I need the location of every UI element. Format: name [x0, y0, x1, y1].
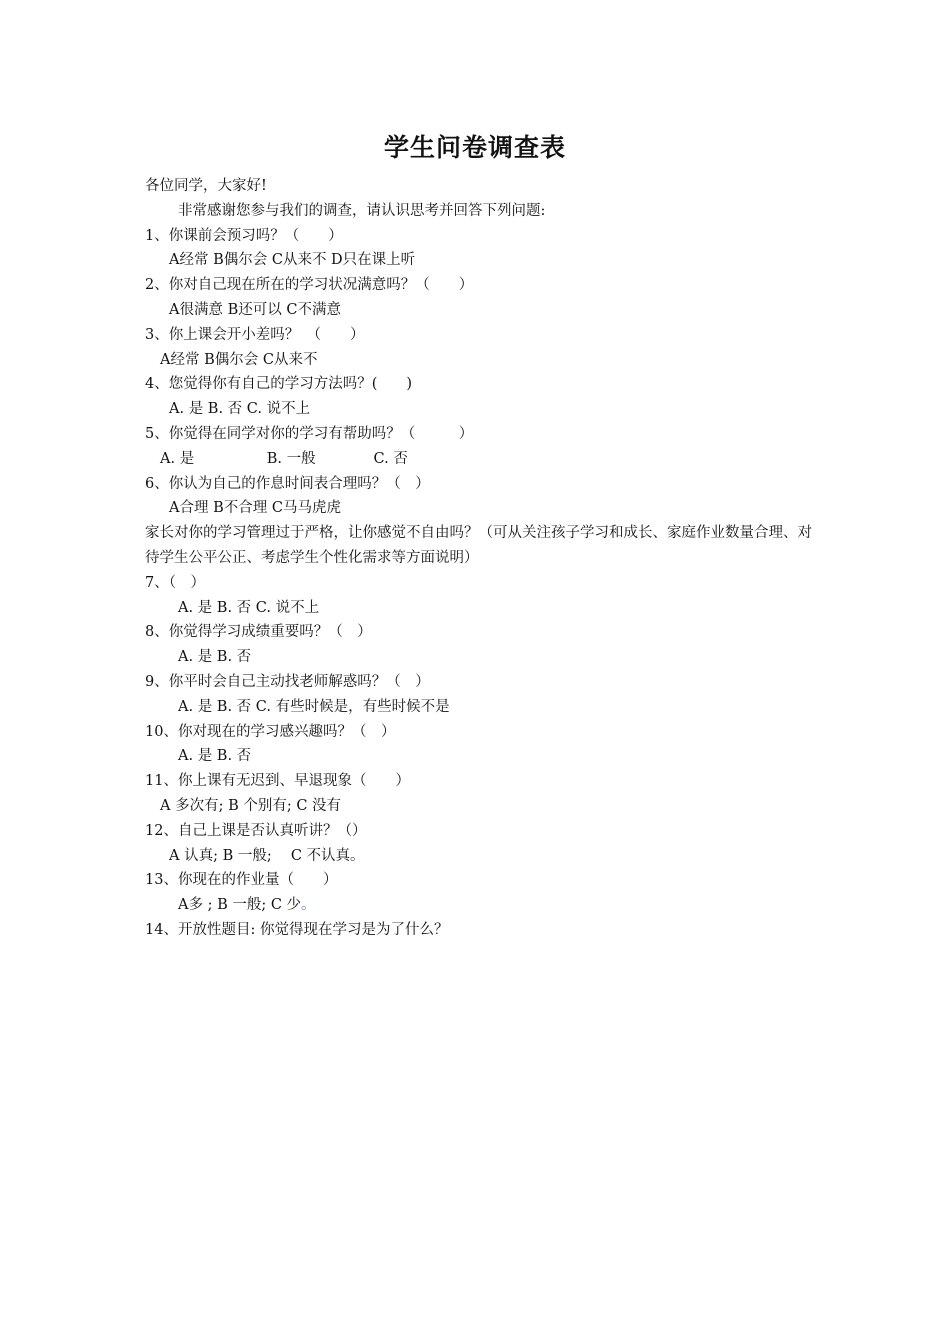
- question-12-options: A 认真; B 一般; C 不认真。: [169, 847, 365, 864]
- question-1-options: A经常 B偶尔会 C从来不 D只在课上听: [169, 252, 416, 269]
- question-10: 10、你对现在的学习感兴趣吗？（ ）: [145, 723, 396, 740]
- question-11-options: A 多次有; B 个别有; C 没有: [160, 797, 342, 814]
- question-12: 12、自己上课是否认真听讲？（）: [145, 822, 367, 839]
- question-9: 9、你平时会自己主动找老师解惑吗？（ ）: [145, 673, 430, 690]
- parent-management-note: 家长对你的学习管理过于严格，让你感觉不自由吗？（可从关注孩子学习和成长、家庭作业数量合理、对待学生公平公正、考虑学生个性化需求等方面说明）: [145, 525, 812, 566]
- question-9-options: A. 是 B. 否 C. 有些时候是，有些时候不是: [178, 698, 450, 715]
- question-6-options: A合理 B不合理 C马马虎虎: [169, 500, 341, 517]
- question-13-options-text: A多 ; B 一般; C 少: [178, 897, 302, 914]
- question-11: 11、你上课有无迟到、早退现象（ ）: [145, 773, 410, 790]
- question-8: 8、你觉得学习成绩重要吗？（ ）: [145, 624, 372, 641]
- question-4-options: A. 是 B. 否 C. 说不上: [169, 401, 311, 418]
- question-2: 2、你对自己现在所在的学习状况满意吗？（ ）: [145, 277, 474, 294]
- question-8-options: A. 是 B. 否: [178, 649, 252, 666]
- greeting: 各位同学，大家好!: [145, 178, 267, 194]
- question-13-options-period: 。: [301, 897, 316, 914]
- page-title: 学生问卷调查表: [383, 133, 566, 162]
- survey-body: [145, 174, 825, 943]
- intro-text: 非常感谢您参与我们的调查，请认识思考并回答下列问题:: [178, 202, 546, 219]
- question-3-options: A经常 B偶尔会 C从来不: [160, 351, 318, 368]
- question-14: 14、开放性题目: 你觉得现在学习是为了什么？: [145, 921, 449, 938]
- question-5-options: A. 是 B. 一般 C. 否: [160, 450, 408, 467]
- question-7: 7、（ ）: [145, 574, 205, 591]
- question-1: 1、你课前会预习吗？（ ）: [145, 227, 343, 244]
- question-13-options: [145, 893, 825, 918]
- question-6: 6、你认为自己的作息时间表合理吗？（ ）: [145, 475, 430, 492]
- question-10-options: A. 是 B. 否: [178, 748, 252, 765]
- question-7-options: A. 是 B. 否 C. 说不上: [178, 599, 320, 616]
- question-13: 13、你现在的作业量（ ）: [145, 872, 338, 889]
- question-5: 5、你觉得在同学对你的学习有帮助吗？（ ）: [145, 425, 474, 442]
- question-4: 4、您觉得你有自己的学习方法吗？( ): [145, 376, 413, 393]
- question-2-options: A很满意 B还可以 C不满意: [169, 301, 341, 318]
- question-3: 3、你上课会开小差吗？ （ ）: [145, 326, 365, 343]
